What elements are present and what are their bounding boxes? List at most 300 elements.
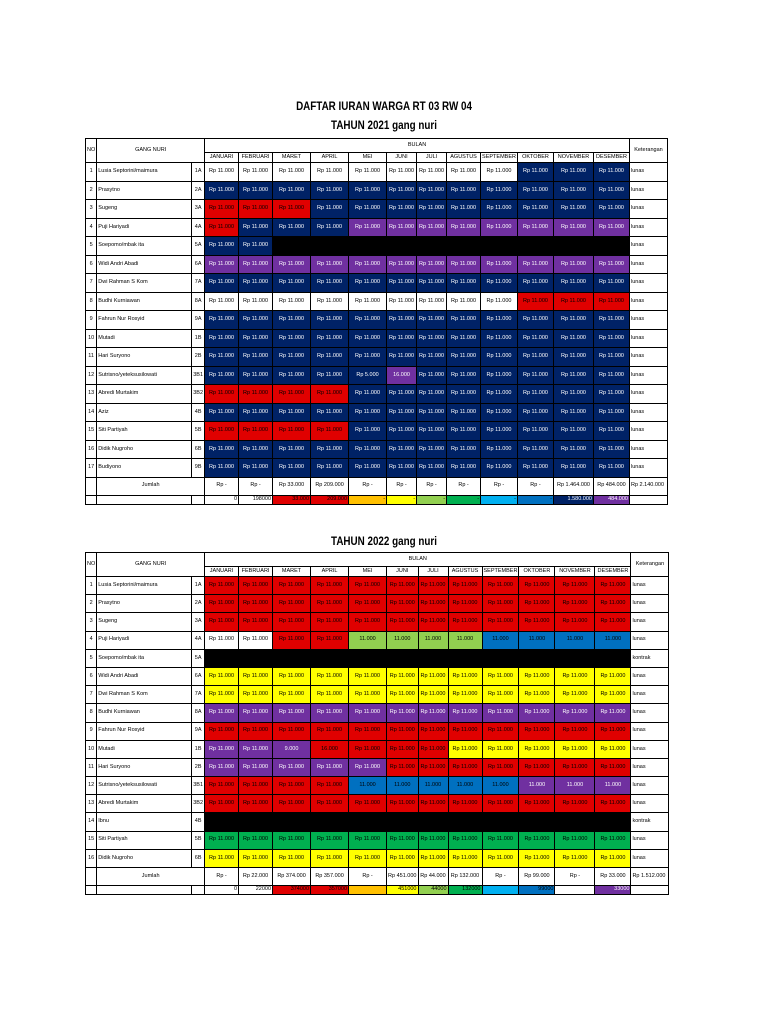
payment-cell xyxy=(519,686,555,704)
payment-amount: Rp 11.000 xyxy=(522,427,548,433)
payment-cell xyxy=(387,422,417,441)
payment-cell xyxy=(349,255,387,274)
payment-cell xyxy=(311,849,349,867)
payment-cell xyxy=(593,422,629,441)
payment-amount: Rp 11.000 xyxy=(317,353,343,359)
payment-amount: Rp 11.000 xyxy=(524,600,550,607)
payment-cell xyxy=(387,366,417,385)
payment-amount: Rp 11.000 xyxy=(486,390,512,396)
payment-amount: Rp 11.000 xyxy=(317,727,343,734)
payment-cell xyxy=(447,385,481,404)
row-number: 11 xyxy=(86,758,97,776)
payment-cell xyxy=(448,813,482,831)
payment-cell xyxy=(273,613,311,631)
payment-amount: Rp 11.000 xyxy=(486,168,512,174)
payment-cell xyxy=(349,311,387,330)
house-code: 7A xyxy=(192,274,205,293)
payment-cell xyxy=(555,613,595,631)
payment-cell xyxy=(349,329,387,348)
payment-cell xyxy=(481,311,518,330)
payment-amount: 11.000 xyxy=(394,781,411,788)
payment-amount: Rp 11.000 xyxy=(419,279,445,285)
payment-cell xyxy=(239,348,273,367)
payment-cell xyxy=(239,831,273,849)
row-number: 9 xyxy=(86,722,97,740)
payment-amount: Rp 11.000 xyxy=(487,618,513,625)
house-code: 4B xyxy=(192,403,205,422)
payment-cell xyxy=(517,181,553,200)
table-row xyxy=(86,758,669,776)
color-total: 44000 xyxy=(418,886,448,895)
payment-amount: Rp 11.000 xyxy=(279,836,305,843)
payment-cell xyxy=(311,704,349,722)
payment-cell xyxy=(517,274,553,293)
payment-cell xyxy=(482,704,519,722)
payment-cell xyxy=(205,686,239,704)
payment-cell xyxy=(239,163,273,182)
payment-cell xyxy=(239,777,273,795)
payment-cell xyxy=(273,722,311,740)
house-code: 5A xyxy=(192,649,205,667)
payment-amount: Rp 11.000 xyxy=(420,763,446,770)
payment-cell xyxy=(448,722,482,740)
color-total xyxy=(349,886,387,895)
resident-name: Siti Partiyah xyxy=(97,422,192,441)
color-total: 198000 xyxy=(239,495,273,504)
row-number: 6 xyxy=(86,667,97,685)
payment-cell xyxy=(417,403,447,422)
payment-amount: Rp 11.000 xyxy=(560,186,586,193)
payment-amount: 11.000 xyxy=(394,636,411,643)
payment-cell xyxy=(593,329,629,348)
dues-table-2021 xyxy=(85,138,668,505)
payment-amount: Rp 11.000 xyxy=(560,464,586,470)
payment-amount: Rp 11.000 xyxy=(389,745,415,752)
payment-cell xyxy=(349,704,387,722)
month-header: MEI xyxy=(349,153,387,163)
month-header: AGUSTUS xyxy=(448,567,482,577)
payment-amount: Rp 11.000 xyxy=(279,186,305,193)
payment-cell xyxy=(481,163,518,182)
status-label: lunas xyxy=(629,422,667,441)
payment-amount: Rp 11.000 xyxy=(355,581,381,588)
payment-cell xyxy=(205,255,239,274)
payment-amount: Rp 11.000 xyxy=(355,427,381,433)
header-row xyxy=(86,139,668,153)
subtitle-2022: TAHUN 2022 gang nuri xyxy=(331,534,437,548)
monthly-sum: Rp - xyxy=(517,477,553,495)
payment-cell xyxy=(448,613,482,631)
payment-amount: Rp 11.000 xyxy=(522,390,548,396)
payment-amount: Rp 11.000 xyxy=(420,727,446,734)
payment-amount: Rp 11.000 xyxy=(317,334,343,341)
payment-cell xyxy=(349,795,387,813)
payment-amount: Rp 11.000 xyxy=(279,690,305,697)
payment-amount: Rp 11.000 xyxy=(355,205,381,211)
payment-cell xyxy=(205,595,239,613)
payment-amount: Rp 11.000 xyxy=(420,600,446,607)
payment-cell xyxy=(481,255,518,274)
payment-amount: Rp 11.000 xyxy=(279,781,305,788)
resident-name: Dwi Rahman S Kom xyxy=(97,686,192,704)
payment-amount: 11.000 xyxy=(566,781,584,788)
payment-amount: Rp 11.000 xyxy=(317,854,343,861)
payment-cell xyxy=(239,613,273,631)
payment-amount: Rp 11.000 xyxy=(317,205,343,211)
house-code: 6A xyxy=(192,255,205,274)
payment-cell xyxy=(311,595,349,613)
payment-cell xyxy=(593,181,629,200)
house-code: 3B1 xyxy=(192,777,205,795)
payment-cell xyxy=(205,385,239,404)
payment-cell xyxy=(387,722,418,740)
payment-amount: Rp 11.000 xyxy=(389,618,415,625)
payment-amount: Rp 11.000 xyxy=(524,618,550,625)
payment-cell xyxy=(349,200,387,219)
payment-amount: Rp 11.000 xyxy=(598,297,624,304)
payment-amount: Rp 11.000 xyxy=(451,390,477,396)
row-number: 12 xyxy=(86,366,97,385)
payment-amount: Rp 11.000 xyxy=(389,709,415,716)
payment-amount: Rp 11.000 xyxy=(562,745,588,752)
color-total: 357000 xyxy=(311,886,349,895)
payment-amount: Rp 11.000 xyxy=(389,205,415,211)
payment-cell xyxy=(349,274,387,293)
payment-amount: Rp 11.000 xyxy=(486,186,512,193)
payment-cell xyxy=(517,348,553,367)
payment-amount: Rp 11.000 xyxy=(600,836,626,843)
payment-amount: Rp 11.000 xyxy=(355,763,381,770)
payment-amount: Rp 11.000 xyxy=(562,581,588,588)
payment-amount: Rp 11.000 xyxy=(486,279,512,285)
payment-cell xyxy=(205,348,239,367)
payment-amount: Rp 11.000 xyxy=(598,168,624,174)
payment-amount: Rp 11.000 xyxy=(419,316,445,322)
payment-amount: Rp 11.000 xyxy=(486,445,512,452)
payment-amount: 11.000 xyxy=(604,636,622,643)
payment-amount: Rp 11.000 xyxy=(560,371,586,378)
payment-amount: Rp 11.000 xyxy=(452,800,478,807)
payment-amount: Rp 11.000 xyxy=(279,205,305,211)
payment-cell xyxy=(239,577,273,595)
payment-amount: Rp 11.000 xyxy=(486,260,512,267)
house-code: 3A xyxy=(192,613,205,631)
monthly-sum: Rp - xyxy=(447,477,481,495)
payment-amount: Rp 11.000 xyxy=(243,242,269,248)
payment-amount: Rp 11.000 xyxy=(243,709,269,716)
table-row xyxy=(86,163,668,182)
payment-cell xyxy=(595,777,631,795)
monthly-sum: Rp 1.464.000 xyxy=(553,477,593,495)
payment-amount: Rp 11.000 xyxy=(209,242,235,248)
payment-cell xyxy=(519,831,555,849)
payment-cell xyxy=(555,813,595,831)
payment-amount: Rp 11.000 xyxy=(317,690,343,697)
payment-amount: Rp 11.000 xyxy=(279,427,305,433)
payment-amount: Rp 11.000 xyxy=(419,205,445,211)
row-number: 14 xyxy=(86,403,97,422)
payment-amount: Rp 11.000 xyxy=(355,316,381,322)
payment-cell xyxy=(387,163,417,182)
color-total: 374000 xyxy=(273,886,311,895)
payment-cell xyxy=(481,459,518,478)
resident-name: Widi Andri Abadi xyxy=(97,255,192,274)
payment-amount: Rp 11.000 xyxy=(420,618,446,625)
payment-amount: Rp 11.000 xyxy=(420,690,446,697)
house-code: 4B xyxy=(192,813,205,831)
status-label: kontrak xyxy=(631,649,669,667)
payment-amount: Rp 11.000 xyxy=(451,186,477,193)
payment-amount: Rp 11.000 xyxy=(279,618,305,625)
payment-cell xyxy=(555,667,595,685)
table-row xyxy=(86,329,668,348)
table-row xyxy=(86,613,669,631)
payment-amount: Rp 11.000 xyxy=(317,800,343,807)
payment-amount: Rp 11.000 xyxy=(355,445,381,452)
payment-amount: Rp 11.000 xyxy=(389,581,415,588)
payment-amount: Rp 11.000 xyxy=(209,600,235,607)
payment-amount: Rp 11.000 xyxy=(487,672,513,679)
payment-cell xyxy=(273,292,311,311)
payment-cell xyxy=(447,348,481,367)
jumlah-label: Jumlah xyxy=(97,477,205,495)
payment-amount: Rp 11.000 xyxy=(420,672,446,679)
payment-cell xyxy=(553,385,593,404)
payment-amount: Rp 11.000 xyxy=(451,168,477,174)
table-row xyxy=(86,777,669,795)
payment-cell xyxy=(273,686,311,704)
payment-cell xyxy=(417,348,447,367)
payment-amount: Rp 11.000 xyxy=(452,709,478,716)
payment-amount: Rp 11.000 xyxy=(355,836,381,843)
payment-cell xyxy=(481,440,518,459)
payment-amount: Rp 11.000 xyxy=(598,316,624,322)
payment-cell xyxy=(311,758,349,776)
payment-cell xyxy=(349,577,387,595)
table-row xyxy=(86,595,669,613)
payment-cell xyxy=(311,740,349,758)
house-code: 5A xyxy=(192,237,205,256)
payment-amount: Rp 11.000 xyxy=(355,279,381,285)
payment-cell xyxy=(519,777,555,795)
monthly-sum: Rp - xyxy=(349,477,387,495)
payment-amount: Rp 11.000 xyxy=(598,205,624,211)
payment-cell xyxy=(239,366,273,385)
table-row xyxy=(86,631,669,649)
payment-amount: Rp 11.000 xyxy=(243,690,269,697)
table-row xyxy=(86,686,669,704)
row-number: 2 xyxy=(86,181,97,200)
status-label: lunas xyxy=(629,329,667,348)
payment-cell xyxy=(349,777,387,795)
payment-amount: Rp 11.000 xyxy=(389,854,415,861)
resident-name: Budhi Kurniawan xyxy=(97,292,192,311)
house-code: 2A xyxy=(192,181,205,200)
payment-amount: Rp 11.000 xyxy=(243,186,269,193)
payment-cell xyxy=(417,181,447,200)
payment-amount: Rp 11.000 xyxy=(598,279,624,285)
payment-amount: Rp 11.000 xyxy=(243,316,269,322)
payment-amount: Rp 11.000 xyxy=(209,353,235,359)
payment-amount: Rp 11.000 xyxy=(209,581,235,588)
payment-amount: Rp 11.000 xyxy=(419,371,445,378)
resident-name: Sutrisno/yeteksusilowati xyxy=(97,777,192,795)
payment-amount: Rp 11.000 xyxy=(419,353,445,359)
resident-name: Sugeng xyxy=(97,200,192,219)
table-row xyxy=(86,422,668,441)
payment-cell xyxy=(481,403,518,422)
resident-name: Mutadi xyxy=(97,329,192,348)
payment-amount: Rp 11.000 xyxy=(562,690,588,697)
payment-amount: Rp 11.000 xyxy=(487,600,513,607)
payment-amount: Rp 11.000 xyxy=(279,279,305,285)
payment-amount: Rp 11.000 xyxy=(279,353,305,359)
payment-cell xyxy=(447,403,481,422)
payment-cell xyxy=(418,595,448,613)
payment-amount: Rp 11.000 xyxy=(560,297,586,304)
payment-amount: Rp 11.000 xyxy=(317,709,343,716)
house-code: 2B xyxy=(192,348,205,367)
payment-cell xyxy=(448,686,482,704)
payment-cell xyxy=(553,440,593,459)
payment-cell xyxy=(555,686,595,704)
payment-cell xyxy=(448,740,482,758)
payment-cell xyxy=(417,255,447,274)
color-total: - xyxy=(387,495,417,504)
payment-cell xyxy=(417,292,447,311)
payment-amount: Rp 11.000 xyxy=(389,260,415,267)
monthly-sum: Rp - xyxy=(205,477,239,495)
resident-name: Lusia Septorini/maimura xyxy=(97,577,192,595)
payment-amount: Rp 11.000 xyxy=(389,223,415,230)
payment-amount: Rp 11.000 xyxy=(522,316,548,322)
row-number: 8 xyxy=(86,704,97,722)
payment-amount: Rp 11.000 xyxy=(355,168,381,174)
resident-name: Abredi Murtakim xyxy=(97,385,192,404)
month-header: AGUSTUS xyxy=(447,153,481,163)
header-bulan: BULAN xyxy=(205,553,631,567)
resident-name: Puji Hariyadi xyxy=(97,218,192,237)
payment-cell xyxy=(311,366,349,385)
month-header: SEPTEMBER xyxy=(482,567,519,577)
resident-name: Hari Suryono xyxy=(97,348,192,367)
resident-name: Widi Andri Abadi xyxy=(97,667,192,685)
payment-cell xyxy=(387,292,417,311)
monthly-sum: Rp 44.000 xyxy=(418,868,448,886)
payment-cell xyxy=(205,181,239,200)
payment-cell xyxy=(593,459,629,478)
payment-amount: Rp 11.000 xyxy=(451,316,477,322)
payment-cell xyxy=(205,631,239,649)
payment-cell xyxy=(555,595,595,613)
payment-cell xyxy=(481,218,518,237)
payment-amount: Rp 11.000 xyxy=(522,186,548,193)
table-row xyxy=(86,740,669,758)
payment-cell xyxy=(311,237,349,256)
grand-total: Rp 2.140.000 xyxy=(629,477,667,495)
payment-cell xyxy=(417,200,447,219)
payment-cell xyxy=(205,218,239,237)
payment-amount: Rp 11.000 xyxy=(243,260,269,267)
monthly-sum: Rp 132.000 xyxy=(448,868,482,886)
payment-cell xyxy=(349,181,387,200)
row-number: 13 xyxy=(86,795,97,813)
payment-cell xyxy=(418,704,448,722)
color-total: 0 xyxy=(205,495,239,504)
payment-cell xyxy=(595,613,631,631)
payment-cell xyxy=(417,218,447,237)
payment-cell xyxy=(593,218,629,237)
monthly-sum: Rp - xyxy=(239,477,273,495)
payment-amount: Rp 11.000 xyxy=(243,763,269,770)
payment-amount: Rp 11.000 xyxy=(355,690,381,697)
resident-name: Abredi Murtakim xyxy=(97,795,192,813)
monthly-sum: Rp 484.000 xyxy=(593,477,629,495)
payment-amount: Rp 11.000 xyxy=(560,223,586,230)
resident-name: Puji Hariyadi xyxy=(97,631,192,649)
payment-amount: Rp 11.000 xyxy=(419,297,445,304)
payment-cell xyxy=(387,311,417,330)
payment-amount: Rp 11.000 xyxy=(600,600,626,607)
payment-cell xyxy=(481,237,518,256)
payment-amount: Rp 11.000 xyxy=(243,371,269,378)
payment-cell xyxy=(387,795,418,813)
payment-cell xyxy=(311,667,349,685)
payment-cell xyxy=(273,849,311,867)
table-row xyxy=(86,459,668,478)
status-label: lunas xyxy=(631,722,669,740)
payment-cell xyxy=(482,686,519,704)
payment-amount: Rp 11.000 xyxy=(451,297,477,304)
payment-amount: Rp 11.000 xyxy=(560,334,586,341)
payment-cell xyxy=(273,200,311,219)
header-keterangan: Keterangan xyxy=(631,553,669,577)
payment-amount: Rp 11.000 xyxy=(209,445,235,452)
payment-cell xyxy=(448,631,482,649)
header-keterangan: Keterangan xyxy=(629,139,667,163)
payment-amount: Rp 11.000 xyxy=(419,427,445,433)
row-number: 3 xyxy=(86,613,97,631)
payment-cell xyxy=(482,722,519,740)
payment-amount: Rp 11.000 xyxy=(209,186,235,193)
payment-cell xyxy=(447,181,481,200)
payment-cell xyxy=(447,311,481,330)
payment-amount: Rp 11.000 xyxy=(209,427,235,433)
color-total: - xyxy=(481,495,518,504)
payment-amount: 11.000 xyxy=(492,636,509,643)
payment-amount: Rp 11.000 xyxy=(279,168,305,174)
status-label: lunas xyxy=(631,758,669,776)
payment-cell xyxy=(349,595,387,613)
payment-amount: Rp 11.000 xyxy=(560,260,586,267)
payment-amount: Rp 11.000 xyxy=(486,297,512,304)
payment-amount: Rp 11.000 xyxy=(420,745,446,752)
payment-amount: Rp 11.000 xyxy=(209,464,235,470)
payment-amount: Rp 11.000 xyxy=(317,672,343,679)
payment-amount: Rp 11.000 xyxy=(279,223,305,230)
payment-amount: Rp 11.000 xyxy=(600,690,626,697)
payment-cell xyxy=(517,459,553,478)
payment-cell xyxy=(239,255,273,274)
payment-amount: Rp 11.000 xyxy=(560,279,586,285)
color-total: - xyxy=(417,495,447,504)
header-bulan: BULAN xyxy=(205,139,630,153)
status-label: lunas xyxy=(629,274,667,293)
payment-cell xyxy=(349,740,387,758)
payment-cell xyxy=(593,255,629,274)
payment-cell xyxy=(205,366,239,385)
payment-cell xyxy=(273,403,311,422)
